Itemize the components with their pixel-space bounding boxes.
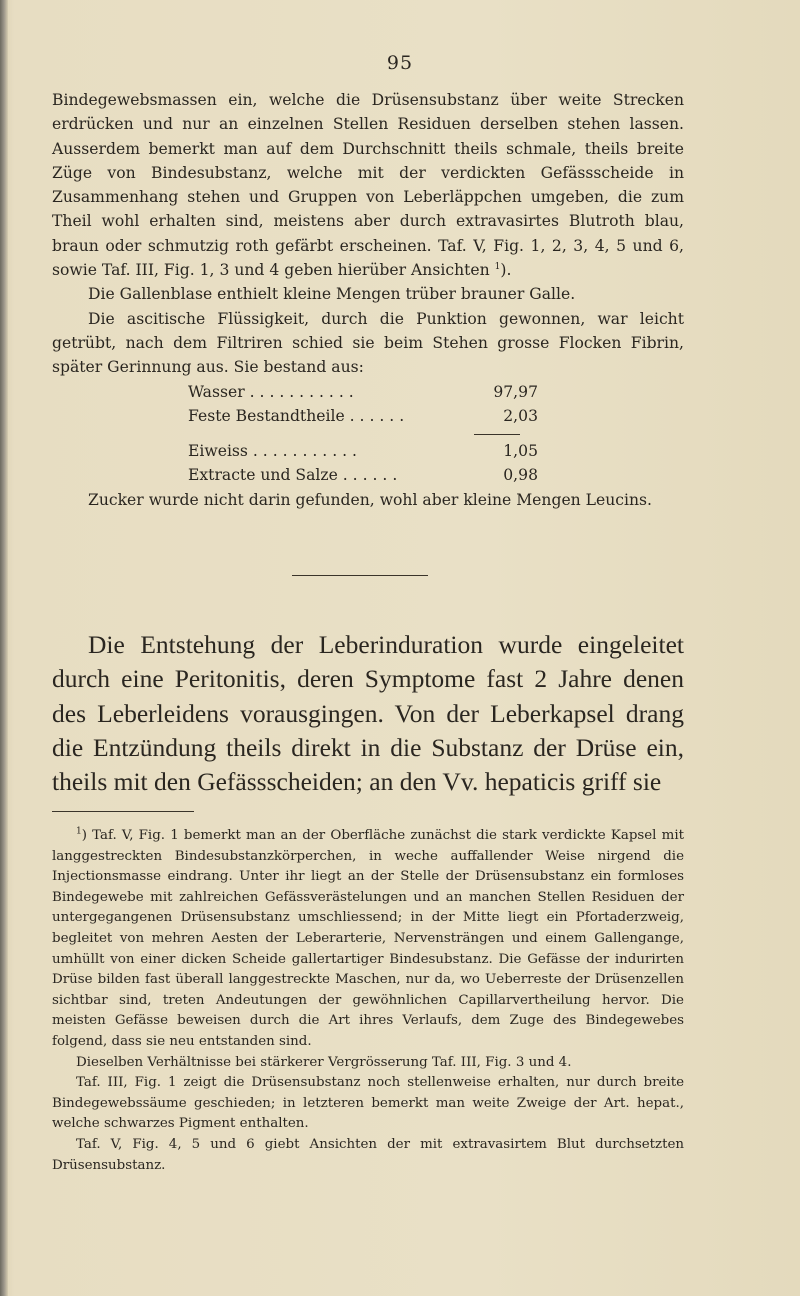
footnote-1: $^1$) Taf. V, Fig. 1 bemerkt man an der Oberfläche zunächst die stark verdickte Kapsel mit langgestreckten Bindesubstanzkörperchen, in weche auffallender Weise nirgend die Injectionsmasse eindrang. Unter ihr liegt an der Stelle der Drüsensubstanz ein formloses Bindegewebe mit zahlreichen Gefässverästelungen und an manchen Stellen Residuen der untergegangenen Drüsensubstanz umschliessend; in der Mitte liegt ein Pfortaderzweig, begleitet von mehren Aesten der Leberarterie, Nervensträngen und einem Gallengange, umhüllt von einer dicken Scheide gallertartiger Bindesubstanz. Die Gefässe der indurirten Drüse bilden fast überall langgestreckte Maschen, nur da, wo Ueberreste der Drüsenzellen sichtbar sind, treten Andeutungen der gewöhnlichen Capillarvertheilung hervor. Die meisten Gefässe beweisen durch die Art ihres Verlaufs, dem Zuge des Bindegewebes folgend, dass sie neu entstanden sind. bbox=[52, 826, 684, 1049]
sum-rule bbox=[474, 434, 520, 435]
analysis-label: Eiweiss . . . . . . . . . . . bbox=[188, 442, 357, 461]
analysis-row bbox=[188, 439, 538, 463]
analysis-label: Extracte und Salze . . . . . . bbox=[188, 466, 398, 485]
closing-line: Zucker wurde nicht darin gefunden, wohl aber kleine Mengen Leucins. bbox=[88, 490, 653, 509]
analysis-label: Feste Bestandtheile . . . . . . bbox=[188, 406, 405, 425]
footnote-reference[interactable]: 1 bbox=[494, 261, 501, 272]
analysis-row bbox=[188, 404, 538, 428]
footnote-rule bbox=[52, 811, 194, 812]
body-text bbox=[52, 88, 684, 512]
footnotes bbox=[52, 826, 684, 1176]
analysis-value: 2,03 bbox=[503, 406, 538, 425]
book-spine-shadow bbox=[0, 0, 8, 1296]
large-paragraph: Die Entstehung der Leberinduration wurde eingeleitet durch eine Peritonitis, deren Symptome fast 2 Jahre denen des Leberleidens vorausgingen. Von der Leberkapsel drang die Entzündung theils direkt in die Substanz der Drüse ein, theils mit den Gefässscheiden; an den Vv. hepaticis griff sie bbox=[52, 630, 684, 797]
analysis-row bbox=[188, 380, 538, 404]
analysis-value: 1,05 bbox=[503, 442, 538, 461]
footnote-marker: 1 bbox=[76, 826, 82, 837]
paragraph-2: Die Gallenblase enthielt kleine Mengen trüber brauner Galle. bbox=[88, 285, 576, 304]
paragraph-1: Bindegewebsmassen ein, welche die Drüsensubstanz über weite Strecken erdrücken und nur an einzelnen Stellen Residuen derselben stehen lassen. Ausserdem bemerkt man auf dem Durchschnitt theils schmale, theils breite Züge von Bindesubstanz, welche mit der verdickten Gefässscheide in Zusammenhang stehen und Gruppen von Leberläppchen umgeben, die zum Theil wohl erhalten sind, meistens aber durch extravasirtes Blutroth blau, braun oder schmutzig roth gefärbt erscheinen. Taf. V, Fig. 1, 2, 3, 4, 5 und 6, sowie Taf. III, Fig. 1, 3 und 4 geben hierüber Ansichten $^1$). bbox=[52, 91, 684, 280]
footnote-paragraph: Dieselben Verhältnisse bei stärkerer Vergrösserung Taf. III, Fig. 3 und 4. bbox=[76, 1054, 572, 1070]
paragraph-3: Die ascitische Flüssigkeit, durch die Punktion gewonnen, war leicht getrübt, nach dem Filtriren schied sie beim Stehen grosse Flocken Fibrin, später Gerinnung aus. Sie bestand aus: bbox=[52, 309, 684, 377]
section-separator bbox=[292, 575, 428, 576]
analysis-value: 0,98 bbox=[503, 466, 538, 485]
footnote-paragraph: Taf. V, Fig. 4, 5 und 6 giebt Ansichten der mit extravasirtem Blut durchsetzten Drüsensubstanz. bbox=[52, 1136, 684, 1173]
page-number: 95 bbox=[386, 52, 414, 74]
large-print-text bbox=[52, 628, 684, 799]
analysis-value: 97,97 bbox=[493, 382, 538, 401]
footnote-paragraph: Taf. III, Fig. 1 zeigt die Drüsensubstanz noch stellenweise erhalten, nur durch breite Bindegewebssäume geschieden; in letzteren bemerkt man weite Zweige der Art. hepat., welche schwarzes Pigment enthalten. bbox=[52, 1075, 684, 1132]
analysis-row bbox=[188, 463, 538, 487]
analysis-label: Wasser . . . . . . . . . . . bbox=[188, 382, 354, 401]
analysis-table bbox=[188, 380, 538, 488]
